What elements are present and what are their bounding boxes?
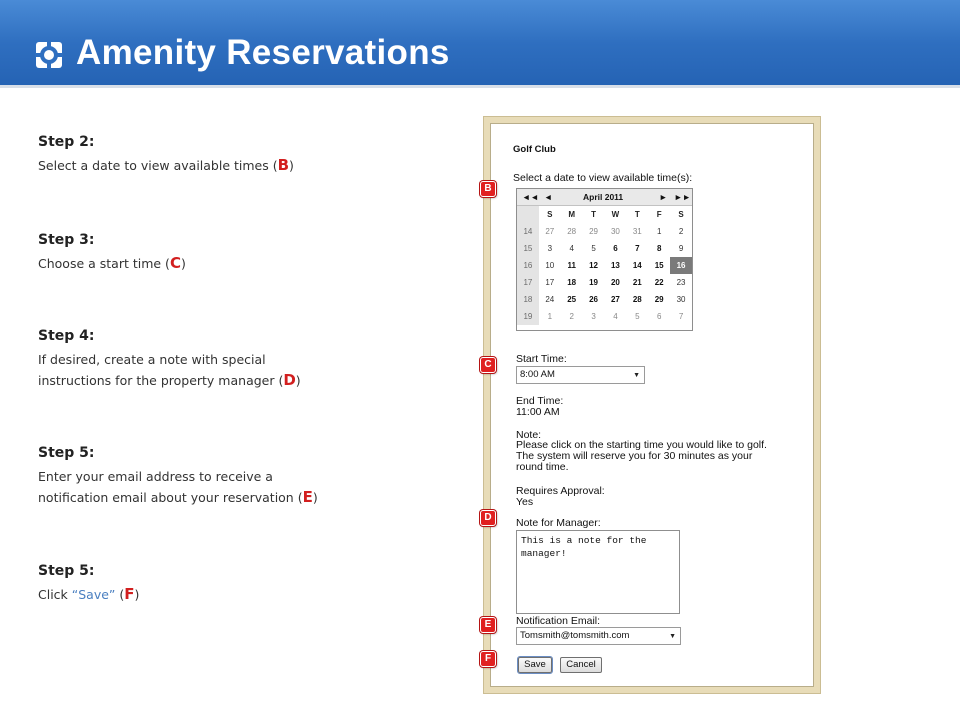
ring-logo-icon [34,40,64,70]
calendar-day[interactable]: 29 [654,295,664,304]
note-text-line: The system will reserve you for 30 minutes as your [516,450,753,462]
step-start-time [38,232,418,274]
dow-label: M [568,210,576,219]
calendar-day[interactable]: 2 [569,312,574,321]
step-note [38,328,418,391]
end-time-label: End Time: [516,395,564,407]
callout-marker-b: B [480,181,496,197]
note-label: Note: [516,429,542,441]
week-number: 19 [517,308,539,325]
next-month-button[interactable]: ► [659,192,668,202]
week-number: 17 [517,274,539,291]
callout-marker-e: E [480,617,496,633]
calendar-day[interactable]: 28 [632,295,642,304]
calendar-day[interactable]: 2 [678,227,684,236]
calendar-day[interactable]: 25 [567,295,577,304]
calendar-day[interactable]: 30 [676,295,686,304]
dow-label: W [611,210,620,219]
calendar-day[interactable]: 12 [589,261,599,270]
start-time-value: 8:00 AM [520,369,555,380]
calendar-day[interactable]: 23 [676,278,686,287]
calendar-day[interactable]: 6 [656,312,662,321]
calendar-day[interactable]: 7 [678,312,684,321]
calendar-day[interactable]: 7 [635,244,640,253]
note-text-line: round time. [516,461,569,473]
calendar-day[interactable]: 11 [567,261,576,270]
step-title: Step 4: [38,328,95,344]
calendar-header [517,189,692,206]
approval-label: Requires Approval: [516,485,605,497]
week-number: 18 [517,291,539,308]
calendar-day[interactable]: 6 [613,244,618,253]
email-value: Tomsmith@tomsmith.com [520,630,630,641]
calendar-day[interactable]: 18 [567,278,577,287]
end-time-value: 11:00 AM [516,406,560,418]
prev-month-button[interactable]: ◄ [544,192,553,202]
step-title: Step 3: [38,232,95,248]
calendar-day[interactable]: 30 [610,227,620,236]
calendar-day-selected[interactable]: 16 [670,257,692,274]
step-description: Select a date to view available times (B) [38,156,294,174]
manager-note-textarea[interactable]: This is a note for the manager! [516,530,680,614]
step-description: Enter your email address to receive a notification email about your reservation (E) [38,469,318,506]
calendar-day[interactable]: 1 [656,227,662,236]
calendar-day[interactable]: 3 [547,244,553,253]
step-save [38,563,418,605]
step-title: Step 2: [38,134,95,150]
chevron-down-icon: ▼ [669,633,676,640]
step-description: If desired, create a note with special instructions for the property manager (D) [38,352,301,389]
calendar-grid [517,206,692,325]
step-title: Step 5: [38,563,95,579]
approval-value: Yes [516,496,534,508]
week-number: 16 [517,257,539,274]
calendar-day[interactable]: 22 [654,278,664,287]
notification-email-select[interactable] [516,627,681,645]
note-text-line: Please click on the starting time you would like to golf. [516,439,767,451]
reservation-form [490,123,814,687]
calendar-day[interactable]: 13 [610,261,620,270]
dow-label: S [547,210,553,219]
callout-marker-d: D [480,510,496,526]
calendar-day[interactable]: 4 [613,312,618,321]
step-title: Step 5: [38,445,95,461]
calendar-day[interactable]: 9 [678,244,684,253]
callout-marker-f: F [480,651,496,667]
page-title: Amenity Reservations [76,33,450,72]
step-select-date [38,134,418,176]
date-calendar [516,188,693,331]
calendar-day[interactable]: 17 [545,278,555,287]
calendar-day[interactable]: 26 [589,295,599,304]
week-number: 14 [517,223,539,240]
calendar-day[interactable]: 27 [545,227,555,236]
calendar-day[interactable]: 5 [591,244,596,253]
calendar-day[interactable]: 4 [569,244,574,253]
cancel-button[interactable]: Cancel [560,657,602,673]
week-number: 15 [517,240,539,257]
next-year-button[interactable]: ►► [674,192,691,202]
calendar-day[interactable]: 28 [567,227,577,236]
calendar-day[interactable]: 29 [589,227,599,236]
date-prompt: Select a date to view available time(s): [513,172,693,184]
calendar-day[interactable]: 3 [591,312,596,321]
calendar-day[interactable]: 14 [632,261,642,270]
callout-marker-c: C [480,357,496,373]
step-email [38,445,418,508]
calendar-day[interactable]: 24 [545,295,555,304]
dow-label: T [634,210,640,219]
chevron-down-icon: ▼ [633,372,640,379]
step-description: Choose a start time (C) [38,254,186,272]
dow-label: S [678,210,684,219]
email-label: Notification Email: [516,615,601,627]
week-header-cell [517,206,539,223]
calendar-day[interactable]: 20 [610,278,620,287]
form-screenshot-frame [483,116,821,694]
start-time-label: Start Time: [516,353,567,365]
calendar-day[interactable]: 21 [632,278,642,287]
step-description: Click “Save” (F) [38,585,140,603]
manager-note-label: Note for Manager: [516,517,601,529]
calendar-day[interactable]: 1 [547,312,553,321]
amenity-name: Golf Club [513,144,556,155]
calendar-day[interactable]: 19 [589,278,599,287]
dow-label: T [591,210,596,219]
calendar-day[interactable]: 27 [610,295,620,304]
calendar-day[interactable]: 15 [654,261,664,270]
dow-label: F [656,210,662,219]
header-banner [0,0,960,88]
prev-year-button[interactable]: ◄◄ [522,192,539,202]
save-button[interactable]: Save [518,657,552,673]
calendar-day[interactable]: 5 [635,312,640,321]
calendar-day[interactable]: 8 [656,244,662,253]
calendar-day[interactable]: 10 [545,261,555,270]
calendar-day[interactable]: 31 [632,227,642,236]
start-time-select[interactable] [516,366,645,384]
calendar-month: April 2011 [583,192,624,202]
